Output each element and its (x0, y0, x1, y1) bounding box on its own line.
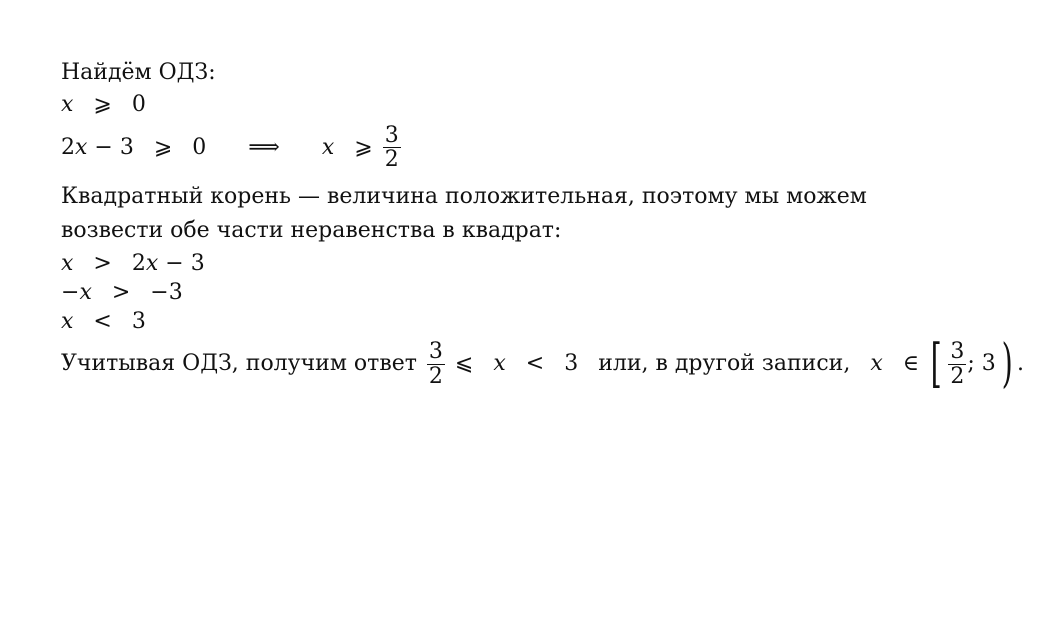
domain-condition-2 (61, 124, 404, 171)
coef: 2 (61, 134, 75, 160)
interval-close-paren: ) (1001, 334, 1013, 394)
odz-heading-text: Найдём ОДЗ: (61, 60, 216, 85)
answer-line (61, 334, 1025, 394)
minus-sign: − (61, 280, 80, 305)
interval-open-bracket: [ (930, 334, 942, 394)
lhs-rest: − 3 (87, 134, 134, 160)
relation-gt: > (111, 280, 131, 305)
interval-lower-fraction (948, 340, 966, 387)
answer-prefix: Учитывая ОДЗ, получим ответ (61, 351, 417, 376)
variable-x: x (321, 134, 335, 160)
fraction-numerator: 3 (384, 123, 399, 148)
variable-x: x (870, 351, 883, 376)
paragraph-text: возвести обе части неравенства в квадрат: (61, 218, 562, 243)
odz-heading (61, 62, 216, 84)
interval-separator: ; (967, 351, 975, 376)
fraction-denominator: 2 (428, 363, 443, 389)
fraction-numerator: 3 (428, 339, 443, 365)
answer-period: . (1017, 351, 1025, 376)
step-line-1 (61, 253, 205, 275)
answer-fraction (427, 340, 445, 387)
relation-geq: ⩾ (93, 92, 112, 117)
variable-x: x (61, 92, 74, 117)
rhs-rest: − 3 (158, 251, 205, 276)
relation-lt: < (93, 309, 112, 334)
interval-upper: 3 (981, 351, 996, 376)
paragraph-line-1 (61, 186, 867, 208)
domain-condition-1 (61, 94, 146, 116)
relation-geq: ⩾ (354, 134, 373, 160)
step-line-3 (61, 311, 146, 333)
variable-x: x (61, 309, 74, 334)
relation-gt: > (93, 251, 112, 276)
coef: 2 (131, 251, 146, 276)
fraction-denominator: 2 (950, 363, 965, 389)
relation-geq: ⩾ (153, 134, 173, 160)
fraction-three-halves (383, 124, 401, 171)
answer-middle-text: или, в другой записи, (598, 351, 851, 376)
fraction-denominator: 2 (384, 147, 399, 173)
rhs-value: 0 (131, 92, 146, 117)
answer-bound: 3 (564, 351, 579, 376)
variable-x: x (145, 251, 159, 276)
rhs-value: 0 (192, 134, 207, 160)
relation-lt: < (525, 351, 545, 376)
implies-arrow: ⟹ (248, 134, 280, 160)
step-line-2 (61, 282, 183, 304)
fraction-numerator: 3 (950, 339, 965, 365)
rhs-value: 3 (131, 309, 146, 334)
relation-leq: ⩽ (454, 351, 474, 376)
rhs-value: −3 (150, 280, 183, 305)
element-of-symbol: ∈ (902, 351, 920, 376)
variable-x: x (493, 351, 506, 376)
variable-x: x (79, 280, 92, 305)
variable-x: x (75, 134, 88, 160)
paragraph-text: Квадратный корень — величина положительная, поэтому мы можем (61, 184, 867, 209)
variable-x: x (61, 251, 74, 276)
paragraph-line-2 (61, 220, 561, 242)
